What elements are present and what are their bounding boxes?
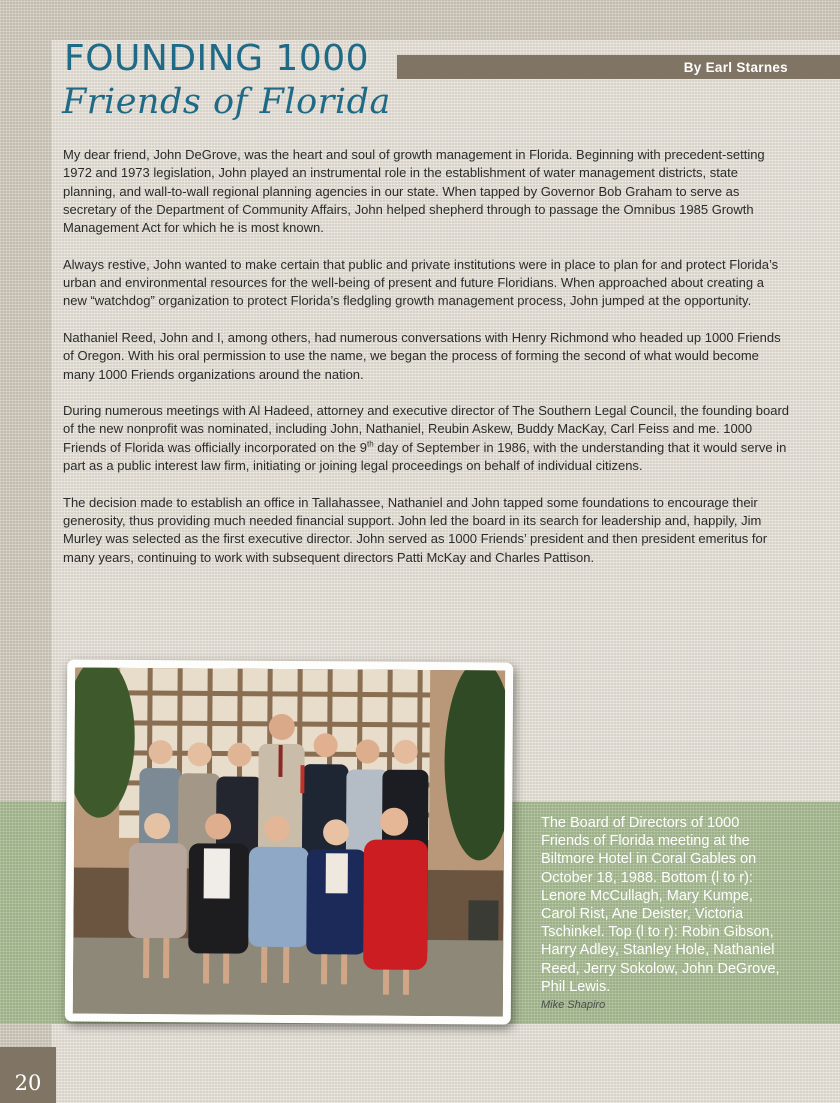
article-body — [63, 146, 791, 585]
ordinal-suffix: th — [366, 439, 374, 449]
author-byline: By Earl Starnes — [683, 59, 788, 75]
photo-credit: Mike Shapiro — [541, 999, 606, 1011]
paragraph-1: My dear friend, John DeGrove, was the heart and soul of growth management in Florida. Beginning with precedent-setting 1972 and 1973 legislation, John played an instrumental role in the establishment of water management districts, state planning, and wall-to-wall regional planning agencies in our state. When tapped by Governor Bob Graham to serve as secretary of the Department of Community Affairs, John helped shepherd through to passage the Omnibus 1985 Growth Management Act for which he is most known. — [63, 147, 765, 236]
paragraph-2: Always restive, John wanted to make certain that public and private institutions were in place to plan for and protect Florida’s urban and environmental resources for the well-being of present and future Floridians. When approached about creating a new “watchdog” organization to protect Florida’s fledgling growth management process, John jumped at the opportunity. — [63, 256, 779, 309]
page-number: 20 — [0, 1047, 56, 1103]
photo-caption: The Board of Directors of 1000 Friends of Florida meeting at the Biltmore Hotel in Coral Gables on October 18, 1988. Bottom (l to r): Lenore McCullagh, Mary Kumpe, Carol Rist, Ane Deister, Victoria Tschinkel. Top (l to r): Robin Gibson, Harry Adley, Stanley Hole, Nathaniel Reed, Jerry Sokolow, John DeGrove, Phil Lewis. — [541, 815, 780, 995]
paragraph-4-end: day of September in 1986, with the understanding that it would serve in part as a public interest law firm, initiating or joining legal proceedings on behalf of individual citizens. — [63, 439, 787, 474]
board-photo — [65, 659, 514, 1024]
page-subtitle: Friends of Florida — [62, 82, 391, 122]
paragraph-5: The decision made to establish an office in Tallahassee, Nathaniel and John tapped some foundations to encourage their generosity, thus providing much needed financial support. John led the board in its search for leadership and, happily, Jim Murley was selected as the first executive director. John served as 1000 Friends’ president and then president emeritus for many years, continuing to work with subsequent directors Patti McKay and Charles Pattison. — [63, 494, 768, 565]
paragraph-4 — [63, 402, 791, 475]
byline-bar — [397, 55, 840, 79]
paragraph-4-start: During numerous meetings with Al Hadeed, attorney and executive director of The Southern Legal Council, the founding board of the new nonprofit was nominated, including John, Nathaniel, Reubin Askew, Buddy MacKay, Carl Feiss and me. 1000 Friends of Florida was officially incorporated on the 9 — [63, 403, 790, 455]
paragraph-3: Nathaniel Reed, John and I, among others, had numerous conversations with Henry Richmond who headed up 1000 Friends of Oregon. With his oral permission to use the name, we began the process of forming the second of what would become many 1000 Friends organizations around the nation. — [63, 329, 781, 382]
board-photo-image — [73, 668, 505, 1017]
page-title: FOUNDING 1000 — [64, 38, 370, 79]
